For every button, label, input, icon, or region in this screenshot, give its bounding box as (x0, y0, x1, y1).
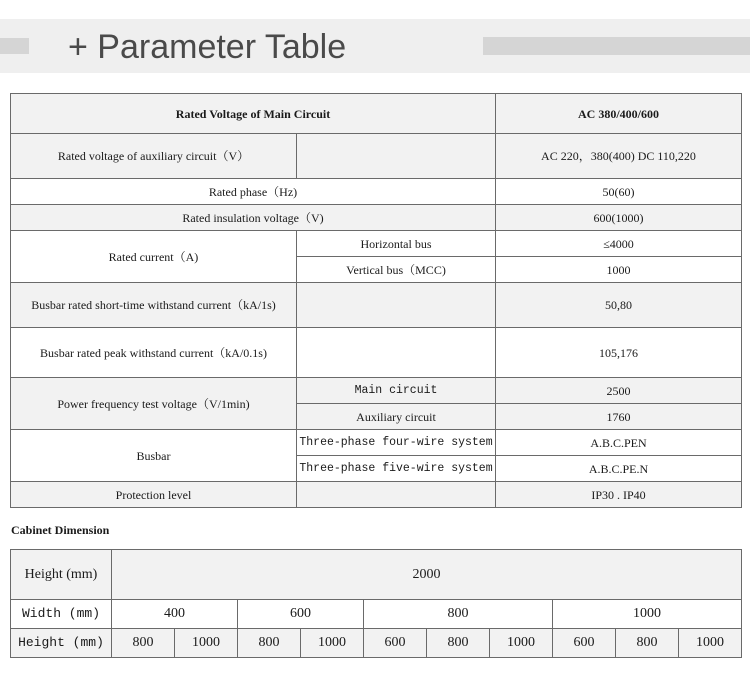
current-label: Rated current（A) (11, 231, 297, 283)
header-label: Rated Voltage of Main Circuit (11, 94, 496, 134)
cabinet-depth-row (11, 629, 742, 658)
width-cell: 600 (238, 600, 364, 629)
horizontal-bus-value: ≤4000 (496, 231, 742, 257)
cabinet-dimension-table (10, 549, 742, 658)
table-row (11, 283, 742, 328)
protection-label: Protection level (11, 482, 297, 508)
short-time-label: Busbar rated short-time withstand current（kA/1s) (11, 283, 297, 328)
header-value: AC 380/400/600 (496, 94, 742, 134)
vertical-bus-value: 1000 (496, 257, 742, 283)
depth-cell: 600 (364, 629, 427, 658)
width-cell: 1000 (553, 600, 742, 629)
width-label: Width (mm) (11, 600, 112, 629)
decorative-bar-right (483, 37, 750, 55)
cabinet-height-row (11, 550, 742, 600)
depth-cell: 800 (238, 629, 301, 658)
table-row (11, 328, 742, 378)
five-wire-label: Three-phase five-wire system (297, 456, 496, 482)
height-value: 2000 (112, 550, 742, 600)
table-row (11, 482, 742, 508)
table-header-row (11, 94, 742, 134)
peak-label: Busbar rated peak withstand current（kA/0.1s) (11, 328, 297, 378)
insulation-label: Rated insulation voltage（V) (11, 205, 496, 231)
table-row (11, 179, 742, 205)
depth-cell: 600 (553, 629, 616, 658)
four-wire-value: A.B.C.PEN (496, 430, 742, 456)
depth-cell: 800 (427, 629, 490, 658)
aux-voltage-label: Rated voltage of auxiliary circuit（V） (11, 134, 297, 179)
depth-cell: 1000 (679, 629, 742, 658)
phase-label: Rated phase（Hz) (11, 179, 496, 205)
page-title: + Parameter Table (68, 28, 347, 66)
busbar-label: Busbar (11, 430, 297, 482)
aux-circuit-label: Auxiliary circuit (297, 404, 496, 430)
depth-label: Height (mm) (11, 629, 112, 658)
depth-cell: 1000 (175, 629, 238, 658)
depth-cell: 800 (616, 629, 679, 658)
main-circuit-value: 2500 (496, 378, 742, 404)
aux-voltage-value: AC 220，380(400) DC 110,220 (496, 134, 742, 179)
short-time-value: 50,80 (496, 283, 742, 328)
width-cell: 800 (364, 600, 553, 629)
five-wire-value: A.B.C.PE.N (496, 456, 742, 482)
main-circuit-label: Main circuit (297, 378, 496, 404)
height-label: Height (mm) (11, 550, 112, 600)
power-freq-label: Power frequency test voltage（V/1min) (11, 378, 297, 430)
vertical-bus-label: Vertical bus（MCC) (297, 257, 496, 283)
table-row (11, 430, 742, 456)
cabinet-dimension-title: Cabinet Dimension (11, 523, 110, 537)
table-row (11, 205, 742, 231)
horizontal-bus-label: Horizontal bus (297, 231, 496, 257)
four-wire-label: Three-phase four-wire system (297, 430, 496, 456)
depth-cell: 800 (112, 629, 175, 658)
depth-cell: 1000 (301, 629, 364, 658)
cabinet-width-row (11, 600, 742, 629)
insulation-value: 600(1000) (496, 205, 742, 231)
depth-cell: 1000 (490, 629, 553, 658)
table-row (11, 231, 742, 257)
protection-value: IP30 . IP40 (496, 482, 742, 508)
table-row (11, 378, 742, 404)
table-row (11, 134, 742, 179)
width-cell: 400 (112, 600, 238, 629)
phase-value: 50(60) (496, 179, 742, 205)
aux-circuit-value: 1760 (496, 404, 742, 430)
peak-value: 105,176 (496, 328, 742, 378)
decorative-bar-left (0, 38, 29, 54)
parameter-table (10, 93, 742, 508)
